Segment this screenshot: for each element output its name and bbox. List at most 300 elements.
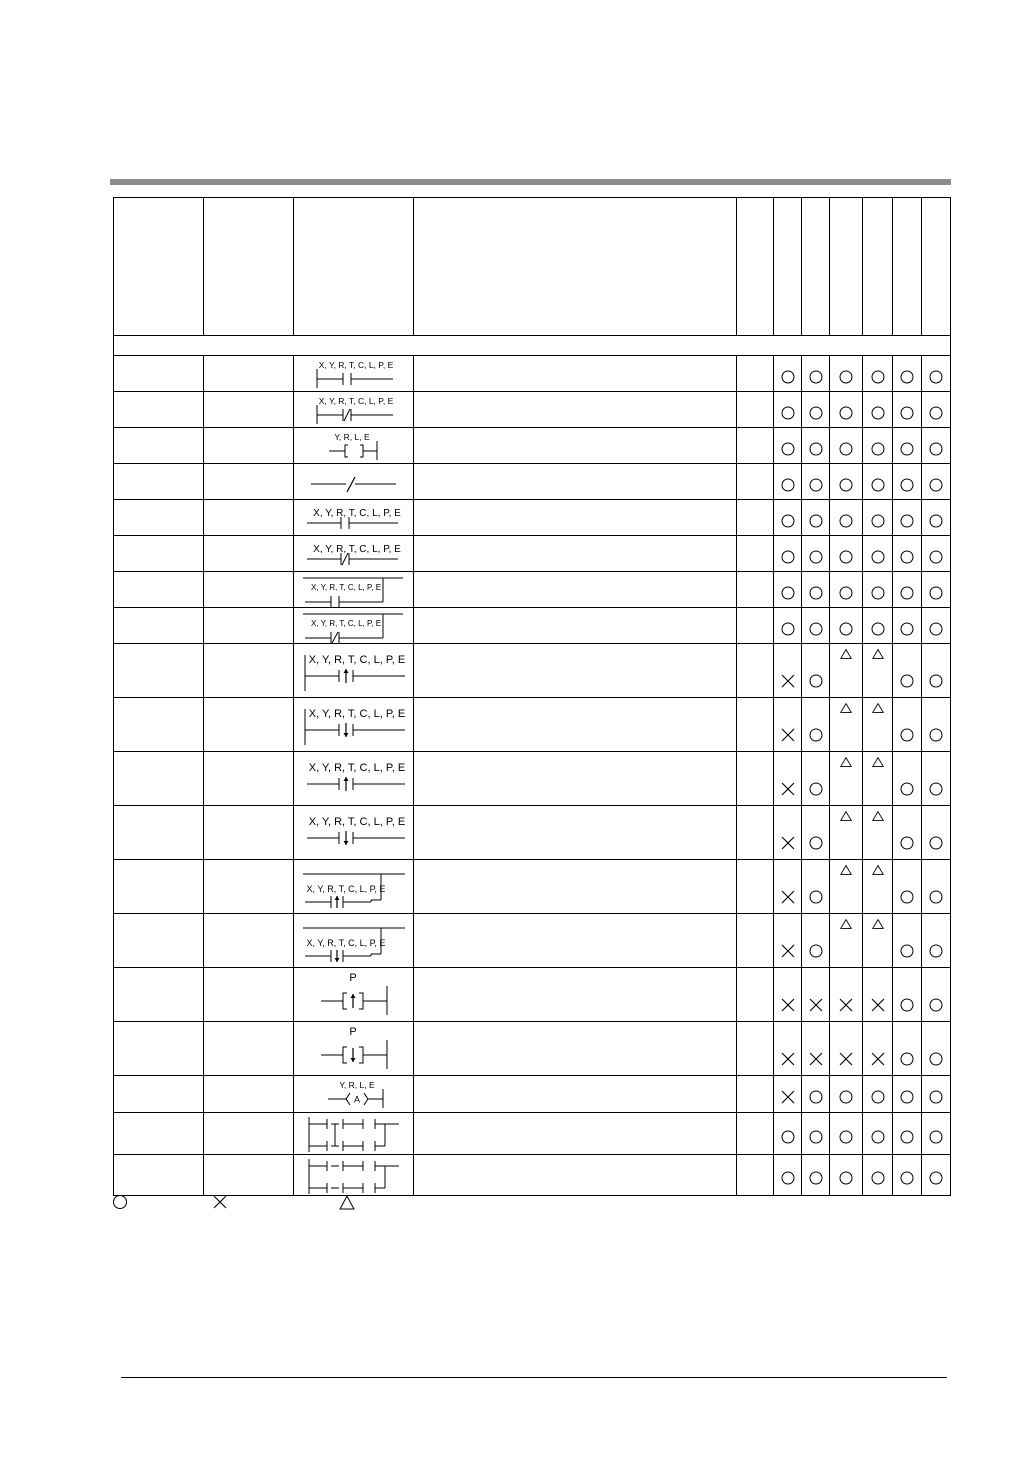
support-cell xyxy=(774,536,802,572)
description-cell xyxy=(414,968,737,1022)
circle-icon xyxy=(808,405,824,421)
name-cell xyxy=(114,698,204,752)
name-cell xyxy=(114,536,204,572)
header-cell xyxy=(774,198,802,336)
circle-icon xyxy=(808,369,824,385)
support-mark xyxy=(830,809,862,823)
support-cell xyxy=(922,914,951,968)
support-cell xyxy=(737,356,774,392)
support-mark xyxy=(922,1156,950,1195)
support-mark xyxy=(863,755,892,769)
description-cell xyxy=(414,1113,737,1155)
circle-icon xyxy=(870,1089,886,1105)
support-cell xyxy=(774,644,802,698)
support-cell xyxy=(863,968,893,1022)
support-cell xyxy=(802,752,830,806)
operand-label: Y, R, L, E xyxy=(333,431,370,442)
mnemonic-cell xyxy=(204,464,294,500)
support-cell xyxy=(830,968,863,1022)
mnemonic-cell xyxy=(204,968,294,1022)
circle-icon xyxy=(870,549,886,565)
description-cell xyxy=(414,860,737,914)
operand-label: P xyxy=(348,971,357,984)
support-mark xyxy=(802,501,829,535)
support-cell xyxy=(863,572,893,608)
support-cell xyxy=(774,464,802,500)
operand-label: X, Y, R, T, C, L, P, E xyxy=(318,359,393,370)
support-cell xyxy=(863,500,893,536)
mnemonic-cell xyxy=(204,608,294,644)
name-cell xyxy=(114,644,204,698)
support-mark xyxy=(774,501,801,535)
support-cell xyxy=(893,356,922,392)
support-mark xyxy=(863,501,892,535)
support-mark xyxy=(830,1114,862,1154)
support-cell xyxy=(863,1076,893,1113)
support-mark xyxy=(774,1077,801,1112)
cross-icon xyxy=(838,997,854,1013)
cross-icon xyxy=(870,1051,886,1067)
support-cell xyxy=(893,572,922,608)
support-cell xyxy=(737,608,774,644)
support-mark xyxy=(863,609,892,643)
support-mark xyxy=(830,755,862,769)
top-rule xyxy=(110,179,951,185)
support-mark xyxy=(893,609,921,643)
triangle-icon xyxy=(839,917,853,931)
circle-icon xyxy=(928,477,944,493)
cross-icon xyxy=(780,835,796,851)
circle-icon xyxy=(928,727,944,743)
support-cell xyxy=(774,608,802,644)
description-cell xyxy=(414,752,737,806)
symbol-cell xyxy=(294,428,414,464)
description-cell xyxy=(414,608,737,644)
support-cell xyxy=(830,428,863,464)
circle-icon xyxy=(808,441,824,457)
support-cell xyxy=(802,968,830,1022)
support-cell xyxy=(893,500,922,536)
instruction-row xyxy=(114,356,951,392)
triangle-icon xyxy=(871,863,885,877)
mnemonic-cell xyxy=(204,860,294,914)
name-cell xyxy=(114,356,204,392)
support-cell xyxy=(893,536,922,572)
support-cell xyxy=(863,644,893,698)
support-mark xyxy=(774,357,801,391)
name-cell xyxy=(114,608,204,644)
support-cell xyxy=(802,698,830,752)
support-cell xyxy=(774,356,802,392)
description-cell xyxy=(414,1076,737,1113)
circle-icon xyxy=(899,549,915,565)
mnemonic-cell xyxy=(204,392,294,428)
circle-icon xyxy=(899,513,915,529)
operand-label: P xyxy=(348,1025,357,1038)
instruction-row xyxy=(114,914,951,968)
instruction-row xyxy=(114,1113,951,1155)
circle-icon xyxy=(112,1194,128,1210)
mnemonic-cell xyxy=(204,1155,294,1196)
symbol-cell xyxy=(294,860,414,914)
support-mark xyxy=(922,465,950,499)
support-mark xyxy=(774,997,801,1013)
support-cell xyxy=(737,392,774,428)
rise-left-symbol xyxy=(295,645,413,697)
operand-label: X, Y, R, T, C, L, P, E xyxy=(306,883,385,894)
cross-icon xyxy=(780,673,796,689)
support-mark xyxy=(893,1156,921,1195)
symbol-cell xyxy=(294,1022,414,1076)
symbol-cell xyxy=(294,806,414,860)
pulse-fall-symbol xyxy=(295,1023,413,1075)
support-cell xyxy=(802,572,830,608)
instruction-row xyxy=(114,860,951,914)
support-cell xyxy=(922,356,951,392)
symbol-cell xyxy=(294,968,414,1022)
support-mark xyxy=(863,863,892,877)
instruction-row xyxy=(114,608,951,644)
support-cell xyxy=(830,1022,863,1076)
support-cell xyxy=(893,1076,922,1113)
header-cell xyxy=(204,198,294,336)
support-cell xyxy=(830,860,863,914)
support-cell xyxy=(774,1022,802,1076)
circle-icon xyxy=(780,441,796,457)
circle-icon xyxy=(899,727,915,743)
support-mark xyxy=(893,673,921,689)
circle-icon xyxy=(899,997,915,1013)
support-cell xyxy=(802,428,830,464)
instruction-row xyxy=(114,464,951,500)
triangle-icon xyxy=(839,755,853,769)
operand-label: X, Y, R, T, C, L, P, E xyxy=(308,761,405,774)
name-cell xyxy=(114,752,204,806)
support-cell xyxy=(802,806,830,860)
support-cell xyxy=(737,752,774,806)
operand-label: X, Y, R, T, C, L, P, E xyxy=(318,395,393,406)
support-mark xyxy=(893,501,921,535)
circle-icon xyxy=(838,405,854,421)
circle-icon xyxy=(808,1129,824,1145)
circle-icon xyxy=(780,477,796,493)
support-mark xyxy=(863,809,892,823)
support-mark xyxy=(922,537,950,571)
circle-icon xyxy=(808,549,824,565)
circle-icon xyxy=(808,477,824,493)
support-cell xyxy=(737,572,774,608)
triangle-icon xyxy=(871,917,885,931)
support-mark xyxy=(774,1156,801,1195)
operand-label: X, Y, R, T, C, L, P, E xyxy=(312,543,401,555)
triangle-icon xyxy=(338,1194,356,1212)
support-cell xyxy=(802,1022,830,1076)
support-cell xyxy=(922,1113,951,1155)
support-cell xyxy=(802,608,830,644)
support-cell xyxy=(893,752,922,806)
circle-icon xyxy=(928,889,944,905)
support-cell xyxy=(922,500,951,536)
operand-label: Y, R, L, E xyxy=(338,1079,375,1090)
section-row xyxy=(114,336,951,356)
circle-icon xyxy=(928,1129,944,1145)
mnemonic-cell xyxy=(204,428,294,464)
name-cell xyxy=(114,806,204,860)
cross-icon xyxy=(212,1194,228,1210)
support-mark xyxy=(830,465,862,499)
header-cell xyxy=(922,198,951,336)
support-cell xyxy=(830,608,863,644)
mnemonic-cell xyxy=(204,1076,294,1113)
support-cell xyxy=(922,1022,951,1076)
support-mark xyxy=(922,781,950,797)
support-cell xyxy=(893,806,922,860)
not-symbol xyxy=(295,465,413,499)
name-cell xyxy=(114,1076,204,1113)
symbol-cell xyxy=(294,1113,414,1155)
support-mark xyxy=(802,889,829,905)
support-mark xyxy=(774,835,801,851)
support-mark xyxy=(922,501,950,535)
support-cell xyxy=(737,1076,774,1113)
support-cell xyxy=(830,500,863,536)
support-cell xyxy=(737,1022,774,1076)
support-mark xyxy=(863,393,892,427)
support-cell xyxy=(737,698,774,752)
support-mark xyxy=(830,429,862,463)
instruction-row xyxy=(114,806,951,860)
support-cell xyxy=(863,464,893,500)
support-mark xyxy=(863,1077,892,1112)
support-cell xyxy=(922,860,951,914)
circle-icon xyxy=(899,1051,915,1067)
instruction-row xyxy=(114,1076,951,1113)
support-mark xyxy=(863,1114,892,1154)
support-cell xyxy=(737,464,774,500)
support-mark xyxy=(863,537,892,571)
circle-icon xyxy=(928,585,944,601)
description-cell xyxy=(414,806,737,860)
support-cell xyxy=(893,1155,922,1196)
circle-icon xyxy=(899,441,915,457)
support-cell xyxy=(830,536,863,572)
support-mark xyxy=(774,465,801,499)
support-mark xyxy=(802,609,829,643)
support-mark xyxy=(893,997,921,1013)
support-cell xyxy=(802,536,830,572)
cross-icon xyxy=(838,1051,854,1067)
support-cell xyxy=(893,1113,922,1155)
support-mark xyxy=(774,609,801,643)
support-cell xyxy=(737,644,774,698)
support-mark xyxy=(922,357,950,391)
mnemonic-cell xyxy=(204,536,294,572)
support-mark xyxy=(802,537,829,571)
name-cell xyxy=(114,428,204,464)
circle-icon xyxy=(808,943,824,959)
name-cell xyxy=(114,572,204,608)
name-cell xyxy=(114,1113,204,1155)
support-mark xyxy=(802,835,829,851)
circle-icon xyxy=(780,1129,796,1145)
support-mark xyxy=(893,537,921,571)
support-cell xyxy=(863,914,893,968)
support-mark xyxy=(893,429,921,463)
support-cell xyxy=(830,1076,863,1113)
instruction-row xyxy=(114,968,951,1022)
support-cell xyxy=(737,968,774,1022)
circle-icon xyxy=(808,727,824,743)
cross-icon xyxy=(780,997,796,1013)
support-mark xyxy=(830,863,862,877)
cross-icon xyxy=(808,997,824,1013)
support-cell xyxy=(802,500,830,536)
support-cell xyxy=(830,698,863,752)
support-mark xyxy=(893,889,921,905)
cross-icon xyxy=(780,889,796,905)
circle-icon xyxy=(899,585,915,601)
support-cell xyxy=(922,428,951,464)
coil-symbol xyxy=(295,429,413,463)
mnemonic-cell xyxy=(204,698,294,752)
circle-icon xyxy=(870,1170,886,1186)
support-cell xyxy=(893,608,922,644)
symbol-cell xyxy=(294,698,414,752)
section-cell xyxy=(114,336,951,356)
support-mark xyxy=(774,727,801,743)
circle-icon xyxy=(780,549,796,565)
circle-icon xyxy=(780,621,796,637)
support-cell xyxy=(737,500,774,536)
support-cell xyxy=(863,356,893,392)
circle-icon xyxy=(780,513,796,529)
circle-icon xyxy=(928,673,944,689)
circle-icon xyxy=(928,1051,944,1067)
support-cell xyxy=(737,1113,774,1155)
circle-icon xyxy=(808,1170,824,1186)
support-cell xyxy=(830,1113,863,1155)
support-mark xyxy=(830,573,862,607)
support-cell xyxy=(922,1076,951,1113)
circle-icon xyxy=(808,585,824,601)
description-cell xyxy=(414,1155,737,1196)
support-cell xyxy=(774,1076,802,1113)
name-cell xyxy=(114,1022,204,1076)
mnemonic-cell xyxy=(204,644,294,698)
description-cell xyxy=(414,698,737,752)
name-cell xyxy=(114,914,204,968)
circle-icon xyxy=(808,889,824,905)
support-cell xyxy=(830,464,863,500)
support-cell xyxy=(737,914,774,968)
circle-icon xyxy=(838,1170,854,1186)
support-cell xyxy=(922,968,951,1022)
support-mark xyxy=(802,1156,829,1195)
support-cell xyxy=(863,752,893,806)
support-mark xyxy=(830,393,862,427)
or-nc-symbol xyxy=(295,609,413,643)
alt-label: A xyxy=(353,1094,360,1104)
or-fall-symbol xyxy=(295,915,413,967)
description-cell xyxy=(414,572,737,608)
circle-icon xyxy=(838,513,854,529)
support-cell xyxy=(863,1022,893,1076)
support-mark xyxy=(802,673,829,689)
support-mark xyxy=(863,1156,892,1195)
support-cell xyxy=(774,1113,802,1155)
alt-coil-symbol xyxy=(295,1077,413,1112)
instruction-row xyxy=(114,644,951,698)
support-mark xyxy=(830,537,862,571)
circle-icon xyxy=(780,405,796,421)
support-cell xyxy=(830,356,863,392)
support-cell xyxy=(863,806,893,860)
support-cell xyxy=(774,968,802,1022)
header-cell xyxy=(414,198,737,336)
support-mark xyxy=(830,1156,862,1195)
support-mark xyxy=(802,465,829,499)
support-cell xyxy=(830,1155,863,1196)
circle-icon xyxy=(780,585,796,601)
circle-icon xyxy=(928,1089,944,1105)
support-mark xyxy=(802,1077,829,1112)
support-cell xyxy=(893,428,922,464)
circle-icon xyxy=(870,621,886,637)
support-cell xyxy=(863,392,893,428)
instruction-row xyxy=(114,536,951,572)
circle-icon xyxy=(870,477,886,493)
circle-icon xyxy=(928,997,944,1013)
circle-icon xyxy=(928,405,944,421)
header-cell xyxy=(893,198,922,336)
operand-label: X, Y, R, T, C, L, P, E xyxy=(308,707,405,720)
triangle-icon xyxy=(839,647,853,661)
name-cell xyxy=(114,968,204,1022)
description-cell xyxy=(414,356,737,392)
or-stack-symbol xyxy=(295,1156,413,1195)
support-cell xyxy=(922,752,951,806)
cross-icon xyxy=(870,997,886,1013)
support-mark xyxy=(922,835,950,851)
circle-icon xyxy=(838,585,854,601)
name-cell xyxy=(114,500,204,536)
support-cell xyxy=(774,806,802,860)
circle-icon xyxy=(899,1129,915,1145)
support-mark xyxy=(893,573,921,607)
circle-icon xyxy=(838,621,854,637)
support-cell xyxy=(922,464,951,500)
triangle-icon xyxy=(871,701,885,715)
instruction-row xyxy=(114,752,951,806)
circle-icon xyxy=(899,1170,915,1186)
support-mark xyxy=(863,917,892,931)
support-cell xyxy=(737,806,774,860)
support-mark xyxy=(922,1114,950,1154)
circle-icon xyxy=(870,585,886,601)
support-cell xyxy=(737,536,774,572)
operand-label: X, Y, R, T, C, L, P, E xyxy=(308,653,405,666)
operand-label: X, Y, R, T, C, L, P, E xyxy=(312,507,401,519)
support-mark xyxy=(922,727,950,743)
support-cell xyxy=(737,428,774,464)
support-mark xyxy=(863,997,892,1013)
circle-icon xyxy=(808,835,824,851)
circle-icon xyxy=(808,781,824,797)
circle-icon xyxy=(870,369,886,385)
circle-icon xyxy=(838,549,854,565)
legend xyxy=(110,1194,510,1214)
circle-icon xyxy=(870,1129,886,1145)
